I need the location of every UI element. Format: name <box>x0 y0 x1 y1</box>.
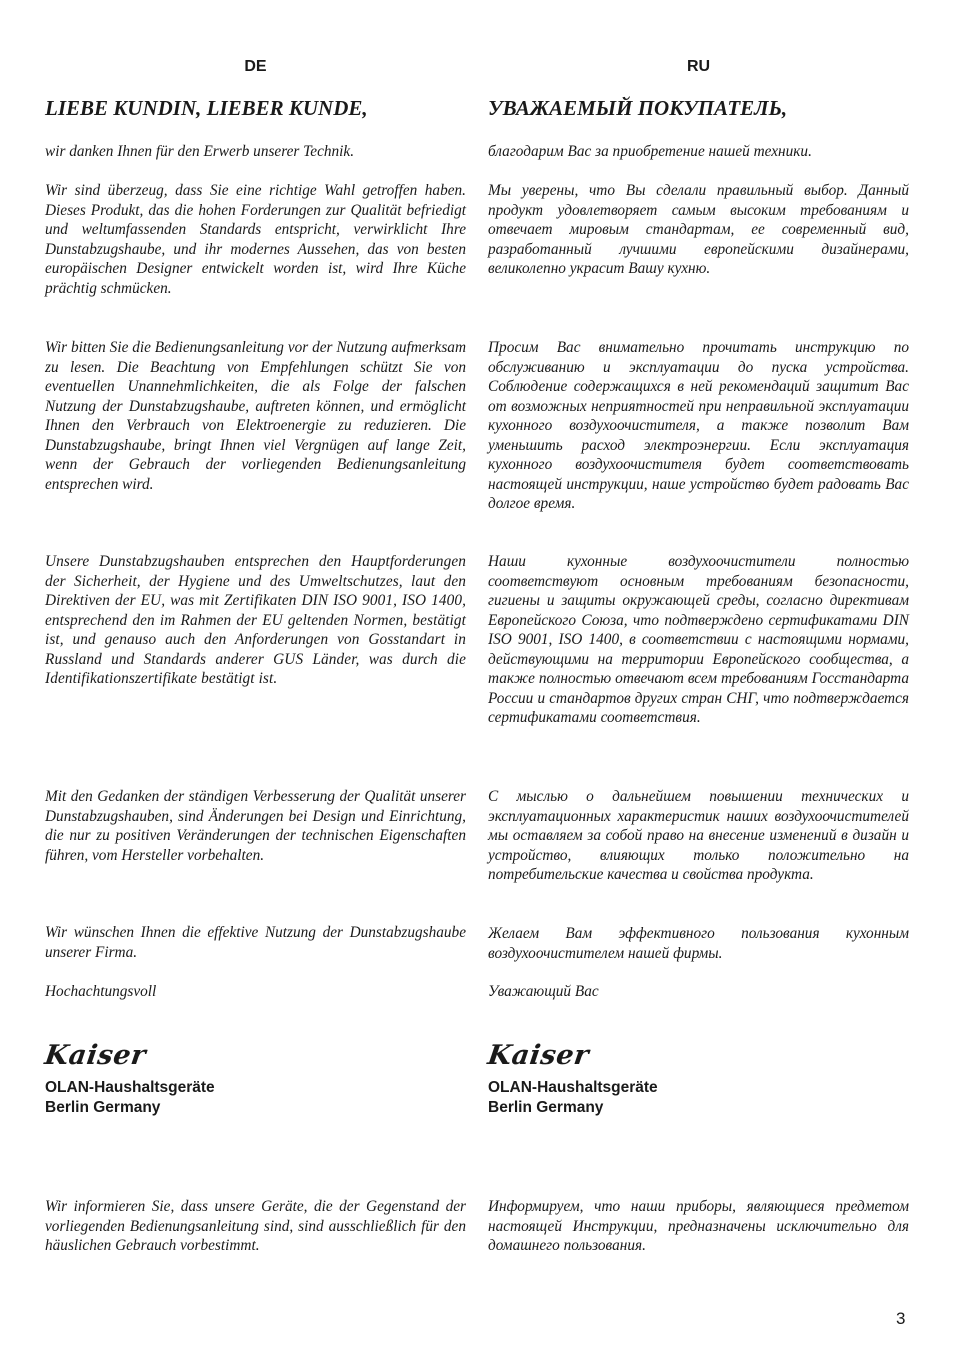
company-name-de: OLAN-Haushaltsgeräte <box>45 1079 215 1096</box>
kaiser-logo-ru: Kaiser <box>485 1040 592 1071</box>
paragraph-instructions-de: Wir bitten Sie die Bedienungsanleitung vor der Nutzung aufmerksam zu lesen. Die Beachtung von Empfehlungen schützt Sie von eventuellen Unannehmlichkeiten, die als Folge der falschen Nutzung der Dunstabzugshaube, auftreten können, und ermöglicht Ihnen den Verbrauch von Elektroenergie zu reduzieren. Die Dunstabzugshaube, bringt Ihnen viel Vergnügen auf lange Zeit, wenn der Gebrauch der vorliegenden Bedienungsanleitung entsprechen wird. <box>45 339 466 493</box>
footer-note-ru: Информируем, что наши приборы, являющиеся предметом настоящей Инструкции, предназначены исключительно для домашнего пользования. <box>488 1198 909 1254</box>
paragraph-closing-ru: Уважающий Вас <box>488 983 599 1000</box>
paragraph-thanks-de: wir danken Ihnen für den Erwerb unserer Technik. <box>45 143 355 160</box>
language-label-de: DE <box>244 58 267 75</box>
paragraph-choice-de: Wir sind überzeug, dass Sie eine richtige Wahl getroffen haben. Dieses Produkt, das die hohen Forderungen zur Qualität befriedigt und weltumfassenden Standards entspricht, verwirklicht Ihre Dunstabzugshaube, und ihr modernes Aussehen, das von besten europäischen Designer entwickelt worden ist, wird Ihre Küche prächtig schmücken. <box>45 182 466 297</box>
paragraph-improvement-ru: С мыслью о дальнейшем повышении технических и эксплуатационных характеристик наших воздухоочистителей мы оставляем за собой право на внесение изменений в дизайн и устройство, влияющих только положительно на потребительские качества и свойства продукта. <box>488 788 909 883</box>
paragraph-standards-de: Unsere Dunstabzugshauben entsprechen den Hauptforderungen der Sicherheit, der Hygiene und des Umweltschutzes, laut den Direktiven der EU, was mit Zertifikaten DIN ISO 9001, ISO 1400, entsprechend den im Rahmen der EU geltenden Normen, bestätigt ist, und genauso auch den Anforderungen von Gosstandart in Russland und Standards anderer GUS Länder, was durch die Identifikationszertifikate bestätigt ist. <box>45 553 466 687</box>
greeting-ru: УВАЖАЕМЫЙ ПОКУПАТЕЛЬ, <box>488 96 788 120</box>
footer-note-de: Wir informieren Sie, dass unsere Geräte, die der Gegenstand der vorliegenden Bedienungsanleitung sind, sind ausschließlich für den häuslichen Gebrauch vorbestimmt. <box>45 1198 466 1254</box>
paragraph-thanks-ru: благодарим Вас за приобретение нашей техники. <box>488 143 812 160</box>
paragraph-choice-ru: Мы уверены, что Вы сделали правильный выбор. Данный продукт удовлетворяет самым высоким требованиям и отвечает мировым стандартам, ее современный вид, разработанный лучшими европейскими дизайнерами, великолепно украсит Вашу кухню. <box>488 182 909 277</box>
paragraph-wishes-de: Wir wünschen Ihnen die effektive Nutzung der Dunstabzugshaube unserer Firma. <box>45 924 466 961</box>
kaiser-logo-de: Kaiser <box>42 1040 149 1071</box>
language-label-ru: RU <box>686 58 711 75</box>
paragraph-instructions-ru: Просим Вас внимательно прочитать инструкцию по обслуживанию и эксплуатации до пуска устройства. Соблюдение содержащихся в ней рекомендаций защитит Вас от возможных неприятностей при неправильной эксплуатации кухонного воздухоочистителя, а также позволит Вам уменьшить расход электроэнергии. Если эксплуатация кухонного воздухоочистителя будет соответствовать настоящей инструкции, наше устройство будет радовать Вас долгое время. <box>488 339 909 512</box>
paragraph-closing-de: Hochachtungsvoll <box>45 983 157 1000</box>
page-number: 3 <box>896 1309 906 1328</box>
company-location-ru: Berlin Germany <box>488 1099 604 1116</box>
paragraph-wishes-ru: Желаем Вам эффективного пользования кухонным воздухоочистителем нашей фирмы. <box>488 925 909 962</box>
company-location-de: Berlin Germany <box>45 1099 161 1116</box>
paragraph-standards-ru: Наши кухонные воздухоочистители полностью соответствуют основным требованиям безопасности, гигиены и защиты окружающей среды, согласно директивам Европейского Союза, что подтверждено сертификатами DIN ISO 9001, ISO 1400, в соответствии с настоящими нормами, действующими на территории Европейского сообщества, а также полностью отвечают всем требованиям Госстандарта России и стандартов других стран СНГ, что подтверждается сертификатами соответствия. <box>488 553 909 726</box>
paragraph-improvement-de: Mit den Gedanken der ständigen Verbesserung der Qualität unserer Dunstabzugshauben, sind Änderungen bei Design und Einrichtung, die nur zu positiven Veränderungen der technischen Eigenschaften führen, vom Hersteller vorbehalten. <box>45 788 466 864</box>
greeting-de: LIEBE KUNDIN, LIEBER KUNDE, <box>45 96 368 120</box>
company-name-ru: OLAN-Haushaltsgeräte <box>488 1079 658 1096</box>
